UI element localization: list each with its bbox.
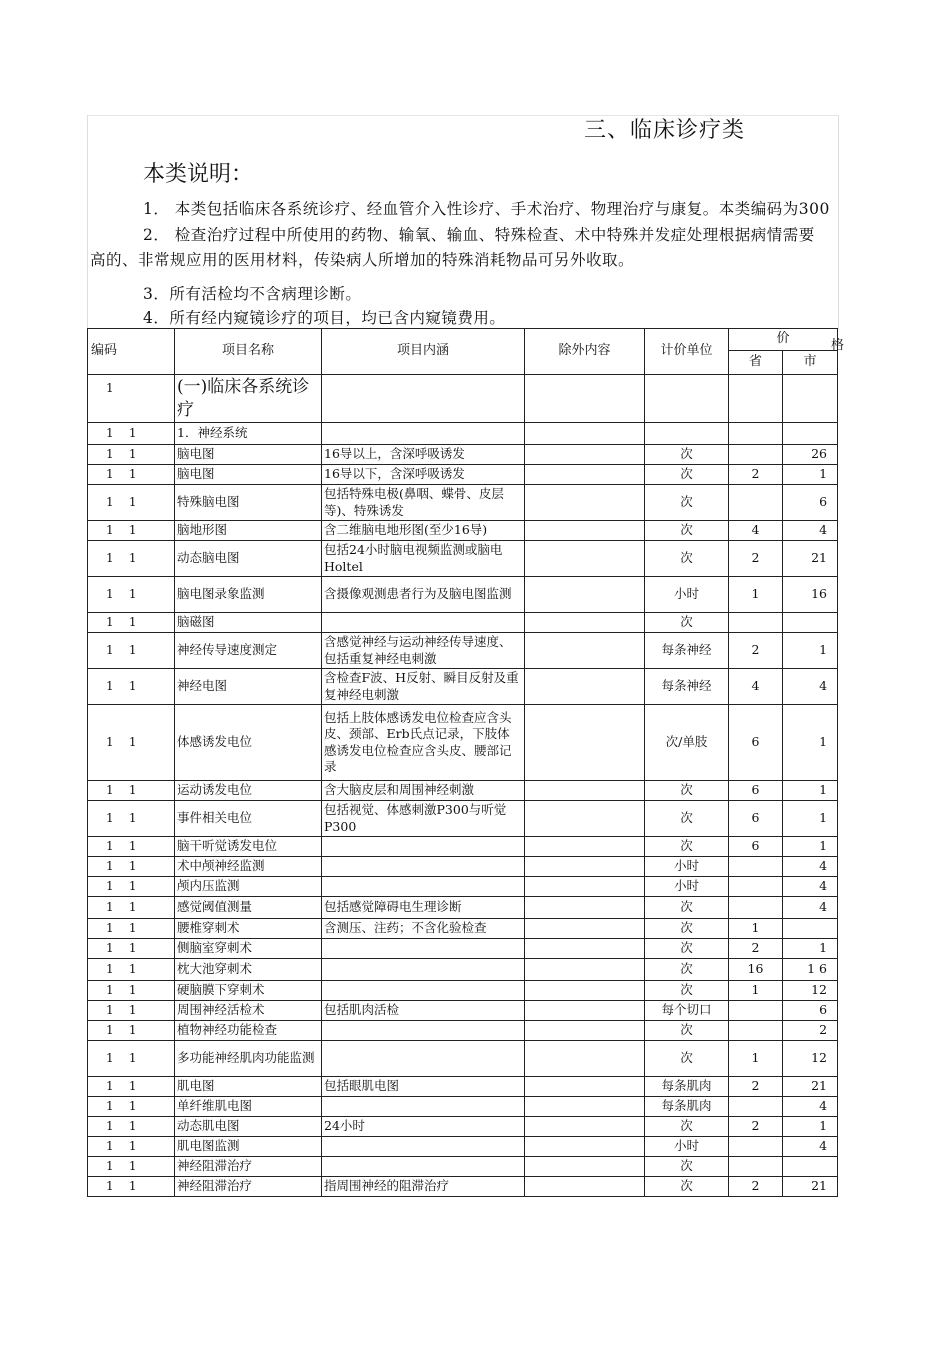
row-excluded — [525, 465, 645, 485]
row-content: 包括眼肌电图 — [322, 1077, 525, 1097]
row-name: 神经传导速度测定 — [175, 633, 322, 669]
row-code: 1 1 — [88, 981, 175, 1001]
row-name: 特殊脑电图 — [175, 485, 322, 521]
row-city-price — [783, 613, 838, 633]
row-unit: 次 — [645, 1177, 729, 1197]
page-title: 三、临床诊疗类 — [584, 118, 746, 143]
row-content: 指周围神经的阻滞治疗 — [322, 1177, 525, 1197]
row-excluded — [525, 801, 645, 837]
row-name: 脑电图录象监测 — [175, 577, 322, 613]
row-code: 1 1 — [88, 877, 175, 897]
row-name: 脑磁图 — [175, 613, 322, 633]
row-city-price: 26 — [783, 445, 838, 465]
row-code: 1 1 — [88, 919, 175, 939]
subsection-row — [88, 423, 838, 445]
row-city-price: 12 — [783, 981, 838, 1001]
row-code: 1 1 — [88, 959, 175, 981]
row-content: 包括24小时脑电视频监测或脑电Holtel — [322, 541, 525, 577]
row-content: 包括感觉障碍电生理诊断 — [322, 897, 525, 919]
row-code: 1 1 — [88, 465, 175, 485]
table-row — [88, 1137, 838, 1157]
section-row — [88, 375, 838, 423]
table-row — [88, 897, 838, 919]
row-excluded — [525, 541, 645, 577]
note-3: 3．所有活检均不含病理诊断。 — [143, 285, 362, 303]
table-row — [88, 781, 838, 801]
row-excluded — [525, 1001, 645, 1021]
row-excluded — [525, 705, 645, 781]
section-code: 1 — [88, 375, 175, 423]
row-unit: 次 — [645, 981, 729, 1001]
row-excluded — [525, 1041, 645, 1077]
row-excluded — [525, 837, 645, 857]
table-row — [88, 1097, 838, 1117]
row-city-price: 4 — [783, 669, 838, 705]
row-name: 颅内压监测 — [175, 877, 322, 897]
row-city-price: 1 — [783, 837, 838, 857]
subsection-code: 1 1 — [88, 423, 175, 445]
row-excluded — [525, 1177, 645, 1197]
row-excluded — [525, 445, 645, 465]
row-content — [322, 1021, 525, 1041]
row-name: 肌电图监测 — [175, 1137, 322, 1157]
row-province-price: 16 — [729, 959, 783, 981]
row-province-price: 1 — [729, 1041, 783, 1077]
row-content: 包括肌肉活检 — [322, 1001, 525, 1021]
row-excluded — [525, 1097, 645, 1117]
row-city-price: 21 — [783, 1077, 838, 1097]
table-row — [88, 669, 838, 705]
row-unit: 小时 — [645, 857, 729, 877]
row-province-price: 1 — [729, 919, 783, 939]
row-city-price: 1 — [783, 781, 838, 801]
row-name: 脑电图 — [175, 465, 322, 485]
row-name: 侧脑室穿刺术 — [175, 939, 322, 959]
row-name: 枕大池穿刺术 — [175, 959, 322, 981]
note-4: 4．所有经内窥镜诊疗的项目，均已含内窥镜费用。 — [143, 309, 506, 327]
table-row — [88, 705, 838, 781]
row-content: 含检查F波、H反射、瞬目反射及重复神经电刺激 — [322, 669, 525, 705]
header-city: 市 — [783, 351, 838, 375]
row-unit: 次 — [645, 781, 729, 801]
row-content: 含测压、注药；不含化验检查 — [322, 919, 525, 939]
row-unit: 次 — [645, 465, 729, 485]
row-city-price: 1 — [783, 801, 838, 837]
row-name: 腰椎穿刺术 — [175, 919, 322, 939]
row-name: 神经电图 — [175, 669, 322, 705]
row-unit: 次 — [645, 1157, 729, 1177]
header-excluded: 除外内容 — [525, 329, 645, 375]
row-content — [322, 939, 525, 959]
row-province-price: 4 — [729, 669, 783, 705]
row-province-price — [729, 857, 783, 877]
row-content — [322, 1041, 525, 1077]
row-city-price: 1 — [783, 465, 838, 485]
row-unit: 次 — [645, 837, 729, 857]
row-unit: 次 — [645, 959, 729, 981]
table-row — [88, 1157, 838, 1177]
table-row — [88, 801, 838, 837]
header-price-tail: 格 — [831, 338, 845, 353]
row-unit: 次 — [645, 919, 729, 939]
row-city-price: 4 — [783, 1097, 838, 1117]
table-row — [88, 521, 838, 541]
price-table — [87, 328, 838, 1197]
row-content: 含二维脑电地形图(至少16导) — [322, 521, 525, 541]
row-name: 周围神经活检术 — [175, 1001, 322, 1021]
row-code: 1 1 — [88, 939, 175, 959]
row-content — [322, 959, 525, 981]
table-row — [88, 857, 838, 877]
row-unit: 次 — [645, 801, 729, 837]
row-code: 1 1 — [88, 1177, 175, 1197]
row-content: 包括上肢体感诱发电位检查应含头皮、颈部、Erb氏点记录，下肢体感诱发电位检查应含头皮、腰部记录 — [322, 705, 525, 781]
row-excluded — [525, 1117, 645, 1137]
row-content — [322, 1137, 525, 1157]
row-code: 1 1 — [88, 781, 175, 801]
row-name: 多功能神经肌肉功能监测 — [175, 1041, 322, 1077]
row-code: 1 1 — [88, 521, 175, 541]
row-unit: 次 — [645, 541, 729, 577]
row-code: 1 1 — [88, 1157, 175, 1177]
row-city-price: 4 — [783, 877, 838, 897]
row-excluded — [525, 669, 645, 705]
row-unit: 次 — [645, 1117, 729, 1137]
table-row — [88, 613, 838, 633]
table-row — [88, 1077, 838, 1097]
row-unit: 次 — [645, 939, 729, 959]
row-content — [322, 981, 525, 1001]
table-row — [88, 445, 838, 465]
row-city-price: 4 — [783, 521, 838, 541]
row-excluded — [525, 1157, 645, 1177]
table-row — [88, 939, 838, 959]
row-name: 脑地形图 — [175, 521, 322, 541]
row-city-price: 16 — [783, 577, 838, 613]
table-row — [88, 1041, 838, 1077]
row-excluded — [525, 1021, 645, 1041]
row-excluded — [525, 633, 645, 669]
row-code: 1 1 — [88, 613, 175, 633]
row-province-price: 6 — [729, 781, 783, 801]
table-row — [88, 981, 838, 1001]
table-row — [88, 541, 838, 577]
row-content: 含大脑皮层和周围神经刺激 — [322, 781, 525, 801]
row-name: 植物神经功能检查 — [175, 1021, 322, 1041]
table-row — [88, 1021, 838, 1041]
row-code: 1 1 — [88, 1077, 175, 1097]
row-code: 1 1 — [88, 857, 175, 877]
row-excluded — [525, 877, 645, 897]
row-city-price — [783, 919, 838, 939]
row-province-price: 2 — [729, 541, 783, 577]
row-excluded — [525, 577, 645, 613]
table-row — [88, 633, 838, 669]
row-province-price: 6 — [729, 705, 783, 781]
row-city-price: 4 — [783, 897, 838, 919]
row-province-price — [729, 613, 783, 633]
table-row — [88, 485, 838, 521]
row-content: 含摄像观测患者行为及脑电图监测 — [322, 577, 525, 613]
row-city-price: 1 6 — [783, 959, 838, 981]
row-city-price: 6 — [783, 1001, 838, 1021]
row-code: 1 1 — [88, 577, 175, 613]
row-province-price — [729, 485, 783, 521]
row-content — [322, 613, 525, 633]
subsection-name: 1．神经系统 — [175, 423, 322, 445]
row-code: 1 1 — [88, 445, 175, 465]
row-code: 1 1 — [88, 1021, 175, 1041]
row-code: 1 1 — [88, 1137, 175, 1157]
row-name: 事件相关电位 — [175, 801, 322, 837]
row-code: 1 1 — [88, 669, 175, 705]
row-province-price — [729, 1021, 783, 1041]
row-code: 1 1 — [88, 897, 175, 919]
row-province-price — [729, 1097, 783, 1117]
row-city-price: 21 — [783, 1177, 838, 1197]
row-excluded — [525, 981, 645, 1001]
row-excluded — [525, 781, 645, 801]
row-name: 运动诱发电位 — [175, 781, 322, 801]
row-city-price: 1 — [783, 939, 838, 959]
row-excluded — [525, 1137, 645, 1157]
table-row — [88, 959, 838, 981]
row-content: 含感觉神经与运动神经传导速度、包括重复神经电刺激 — [322, 633, 525, 669]
row-city-price: 4 — [783, 1137, 838, 1157]
row-name: 神经阻滞治疗 — [175, 1157, 322, 1177]
row-name: 体感诱发电位 — [175, 705, 322, 781]
table-row — [88, 1177, 838, 1197]
row-name: 脑电图 — [175, 445, 322, 465]
header-unit: 计价单位 — [645, 329, 729, 375]
header-name: 项目名称 — [175, 329, 322, 375]
header-province: 省 — [729, 351, 783, 375]
row-unit: 次 — [645, 485, 729, 521]
table-row — [88, 465, 838, 485]
row-code: 1 1 — [88, 1097, 175, 1117]
row-unit: 小时 — [645, 577, 729, 613]
table-row — [88, 577, 838, 613]
row-excluded — [525, 959, 645, 981]
row-excluded — [525, 939, 645, 959]
row-province-price: 6 — [729, 801, 783, 837]
row-province-price: 6 — [729, 837, 783, 857]
row-name: 肌电图 — [175, 1077, 322, 1097]
row-city-price: 6 — [783, 485, 838, 521]
row-name: 神经阻滞治疗 — [175, 1177, 322, 1197]
row-name: 单纤维肌电图 — [175, 1097, 322, 1117]
row-unit: 次 — [645, 1041, 729, 1077]
row-code: 1 1 — [88, 633, 175, 669]
row-unit: 次 — [645, 1021, 729, 1041]
row-province-price — [729, 1137, 783, 1157]
row-content: 24小时 — [322, 1117, 525, 1137]
row-name: 脑干听觉诱发电位 — [175, 837, 322, 857]
row-province-price: 1 — [729, 981, 783, 1001]
row-city-price: 2 — [783, 1021, 838, 1041]
section-name: (一)临床各系统诊疗 — [175, 375, 322, 423]
row-city-price: 4 — [783, 857, 838, 877]
header-price: 价 — [729, 329, 838, 351]
row-unit: 次 — [645, 445, 729, 465]
row-province-price — [729, 897, 783, 919]
row-name: 感觉阈值测量 — [175, 897, 322, 919]
row-province-price: 2 — [729, 633, 783, 669]
row-province-price: 1 — [729, 577, 783, 613]
row-content: 16导以下，含深呼吸诱发 — [322, 465, 525, 485]
header-code: 编码 — [88, 329, 175, 375]
row-province-price: 2 — [729, 465, 783, 485]
table-row — [88, 1001, 838, 1021]
row-city-price: 1 — [783, 705, 838, 781]
section-description-heading: 本类说明： — [143, 162, 254, 187]
row-content — [322, 857, 525, 877]
row-unit: 次/单肢 — [645, 705, 729, 781]
table-row — [88, 1117, 838, 1137]
row-unit: 次 — [645, 613, 729, 633]
row-content: 包括视觉、体感刺激P300与听觉P300 — [322, 801, 525, 837]
row-province-price — [729, 877, 783, 897]
row-province-price — [729, 1157, 783, 1177]
row-province-price: 4 — [729, 521, 783, 541]
row-content — [322, 837, 525, 857]
row-code: 1 1 — [88, 485, 175, 521]
row-name: 硬脑膜下穿刺术 — [175, 981, 322, 1001]
note-2: 2． 检查治疗过程中所使用的药物、输氧、输血、特殊检查、术中特殊并发症处理根据病情需要 — [143, 226, 815, 244]
table-row — [88, 919, 838, 939]
row-code: 1 1 — [88, 541, 175, 577]
row-province-price: 2 — [729, 1177, 783, 1197]
row-city-price: 1 — [783, 633, 838, 669]
row-excluded — [525, 857, 645, 877]
row-province-price — [729, 445, 783, 465]
row-unit: 次 — [645, 521, 729, 541]
row-unit: 每条肌肉 — [645, 1077, 729, 1097]
note-2-continued: 高的、非常规应用的医用材料，传染病人所增加的特殊消耗物品可另外收取。 — [90, 251, 635, 269]
header-content: 项目内涵 — [322, 329, 525, 375]
row-name: 动态脑电图 — [175, 541, 322, 577]
row-code: 1 1 — [88, 1041, 175, 1077]
row-content — [322, 1097, 525, 1117]
row-unit: 每个切口 — [645, 1001, 729, 1021]
row-city-price: 1 — [783, 1117, 838, 1137]
row-content — [322, 877, 525, 897]
row-unit: 小时 — [645, 1137, 729, 1157]
row-excluded — [525, 485, 645, 521]
row-code: 1 1 — [88, 837, 175, 857]
row-content: 包括特殊电极(鼻咽、蝶骨、皮层等)、特殊诱发 — [322, 485, 525, 521]
row-content: 16导以上，含深呼吸诱发 — [322, 445, 525, 465]
row-unit: 小时 — [645, 877, 729, 897]
row-province-price — [729, 1001, 783, 1021]
row-content — [322, 1157, 525, 1177]
row-province-price: 2 — [729, 939, 783, 959]
row-province-price: 2 — [729, 1117, 783, 1137]
row-city-price: 12 — [783, 1041, 838, 1077]
row-city-price — [783, 1157, 838, 1177]
row-code: 1 1 — [88, 705, 175, 781]
table-row — [88, 837, 838, 857]
row-excluded — [525, 613, 645, 633]
row-excluded — [525, 919, 645, 939]
row-unit: 每条肌肉 — [645, 1097, 729, 1117]
row-name: 动态肌电图 — [175, 1117, 322, 1137]
table-row — [88, 877, 838, 897]
row-city-price: 21 — [783, 541, 838, 577]
row-code: 1 1 — [88, 1117, 175, 1137]
row-excluded — [525, 521, 645, 541]
row-excluded — [525, 1077, 645, 1097]
row-unit: 次 — [645, 897, 729, 919]
row-excluded — [525, 897, 645, 919]
row-code: 1 1 — [88, 801, 175, 837]
row-unit: 每条神经 — [645, 669, 729, 705]
row-name: 术中颅神经监测 — [175, 857, 322, 877]
row-unit: 每条神经 — [645, 633, 729, 669]
row-province-price: 2 — [729, 1077, 783, 1097]
note-1: 1． 本类包括临床各系统诊疗、经血管介入性诊疗、手术治疗、物理治疗与康复。本类编码为300 — [143, 200, 830, 218]
row-code: 1 1 — [88, 1001, 175, 1021]
